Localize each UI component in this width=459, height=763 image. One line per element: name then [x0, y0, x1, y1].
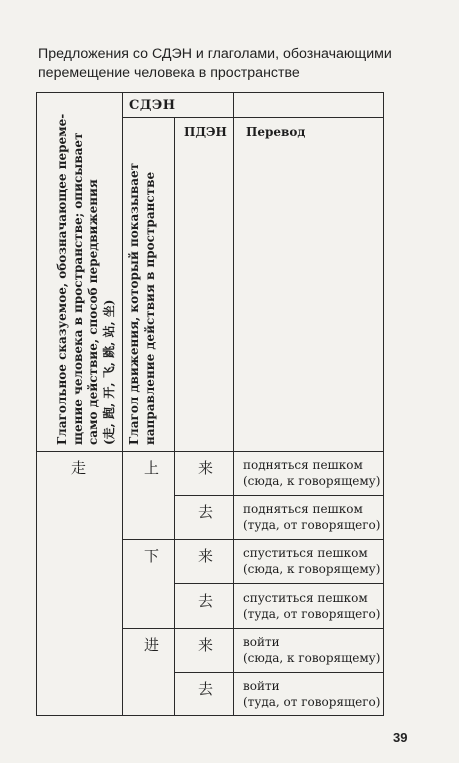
translation-line-1: подняться пешком [243, 458, 363, 472]
line-under-sden [122, 117, 384, 118]
col2-header [127, 163, 158, 445]
translation-line-1: войти [243, 679, 280, 693]
line-row-1 [174, 495, 384, 496]
direction-cell-1: 上 [144, 459, 160, 477]
header-sden: СДЭН [129, 98, 176, 113]
line-col-2 [174, 117, 175, 716]
col1-header-line-2: щение человека в пространстве; описывает [70, 132, 85, 445]
translation-line-1: спуститься пешком [243, 591, 368, 605]
verb-direction-table [36, 92, 384, 716]
heading-line-1: Предложения со СДЭН и глаголами, обозначающими [38, 46, 392, 62]
pdeh-cell: 去 [198, 680, 214, 698]
line-row-4 [122, 628, 384, 629]
line-row-5 [174, 672, 384, 673]
translation-cell [243, 634, 380, 666]
col1-header [55, 114, 117, 445]
col1-header-line-3: само действие, способ передвижения [86, 179, 100, 445]
pdeh-cell: 来 [198, 547, 214, 565]
translation-line-2: (сюда, к говорящему) [243, 562, 381, 576]
col2-header-line-1: Глагол движения, который показывает [127, 162, 141, 445]
direction-cell-3: 进 [144, 636, 160, 654]
col1-header-line-4: (走, 跑, 开, 飞, 跳, 站, 坐) [101, 299, 116, 445]
translation-line-2: (туда, от говорящего) [243, 695, 381, 709]
header-pdeh: ПДЭН [184, 125, 227, 139]
line-header-bottom [37, 451, 384, 452]
col2-header-line-2: направление действия в пространстве [142, 171, 157, 445]
translation-line-2: (туда, от говорящего) [243, 607, 381, 621]
translation-line-1: подняться пешком [243, 502, 363, 516]
translation-line-2: (сюда, к говорящему) [243, 651, 381, 665]
direction-cell-2: 下 [144, 547, 160, 565]
translation-cell [243, 545, 380, 577]
verb-cell: 走 [71, 459, 87, 477]
translation-cell [243, 590, 380, 622]
pdeh-cell: 来 [198, 459, 214, 477]
line-row-3 [174, 583, 384, 584]
pdeh-cell: 来 [198, 636, 214, 654]
translation-line-1: спуститься пешком [243, 546, 368, 560]
pdeh-cell: 去 [198, 592, 214, 610]
translation-cell [243, 457, 380, 489]
line-col-3 [233, 93, 234, 716]
page-number: 39 [393, 730, 408, 745]
line-col-1 [122, 93, 123, 716]
translation-line-2: (сюда, к говорящему) [243, 474, 381, 488]
heading-line-2: перемещение человека в пространстве [38, 65, 300, 81]
translation-line-2: (туда, от говорящего) [243, 518, 381, 532]
header-translation: Перевод [246, 125, 306, 139]
translation-cell [243, 678, 380, 710]
section-heading [38, 45, 438, 83]
line-row-2 [122, 539, 384, 540]
translation-cell [243, 501, 380, 533]
pdeh-cell: 去 [198, 503, 214, 521]
translation-line-1: войти [243, 635, 280, 649]
col1-header-line-1: Глагольное сказуемое, обозначающее переме- [55, 113, 69, 445]
